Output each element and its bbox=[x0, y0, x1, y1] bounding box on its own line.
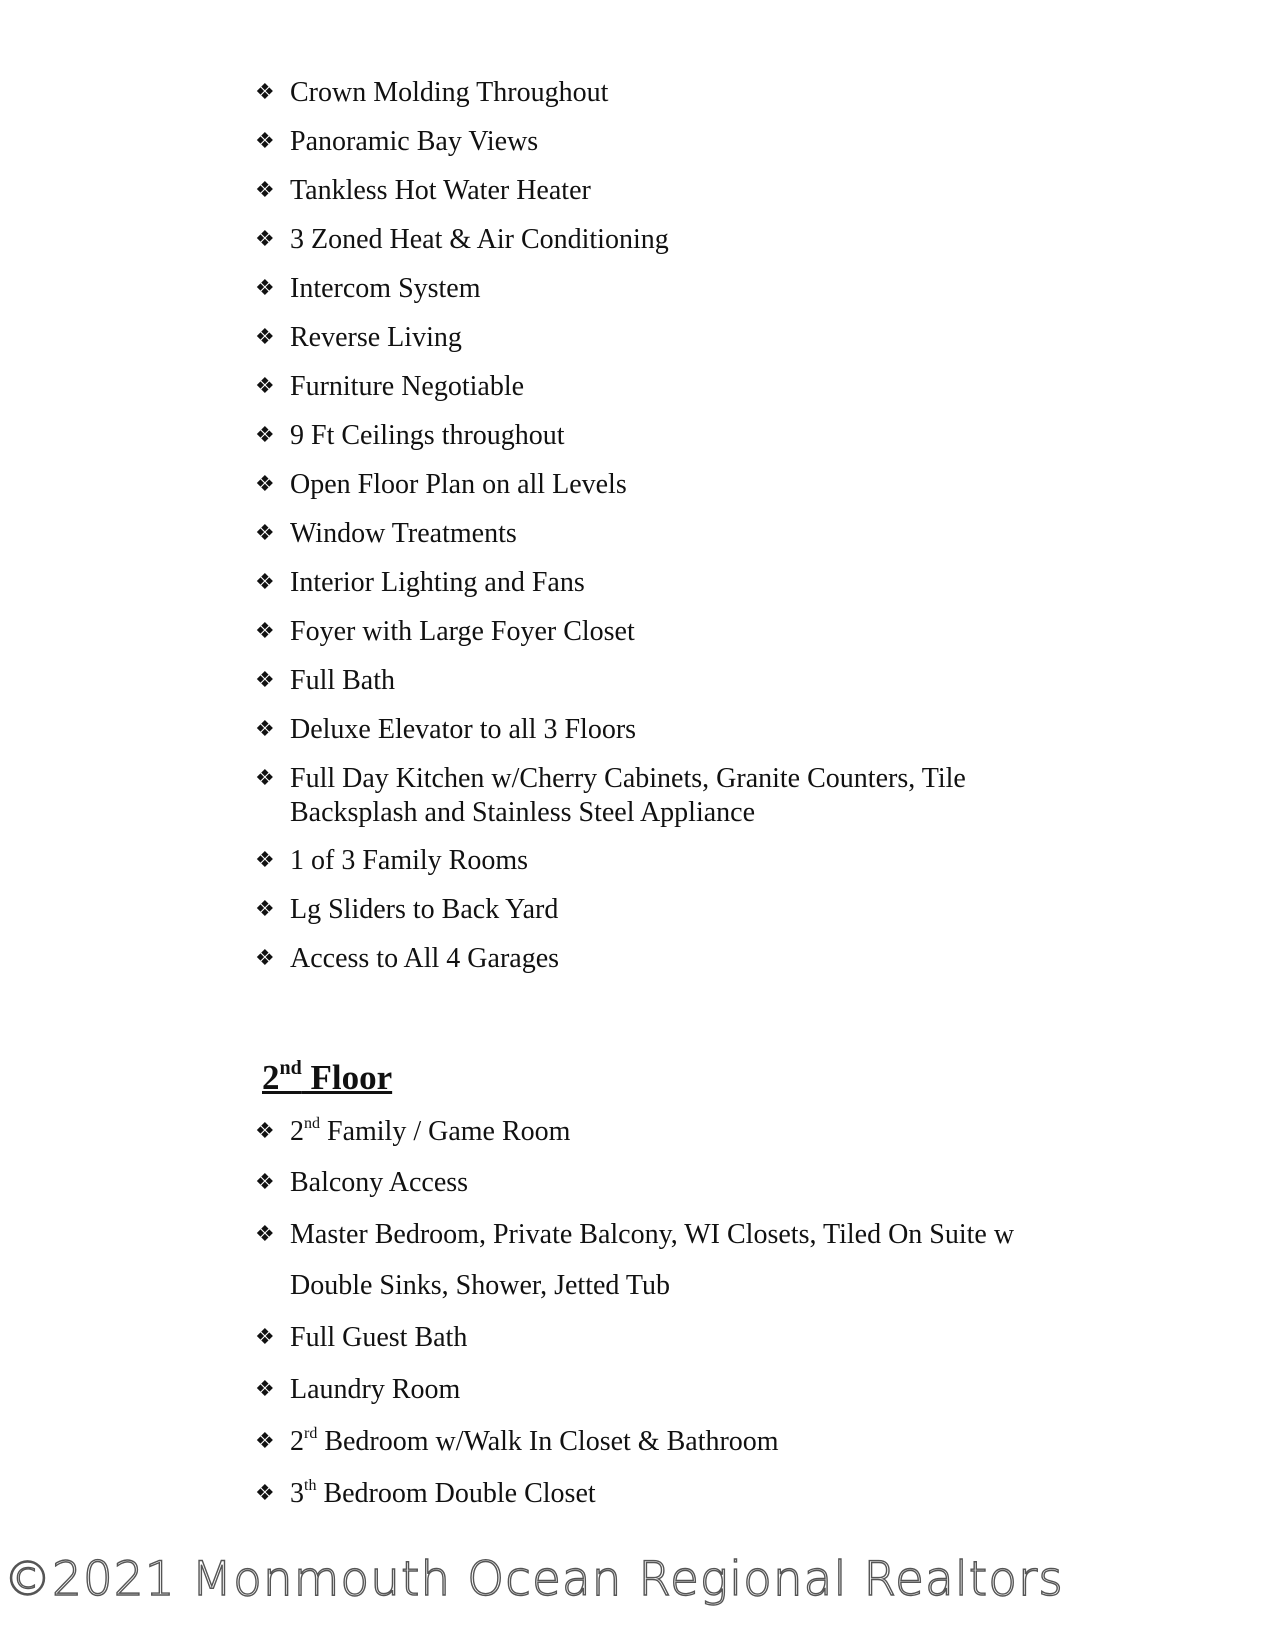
diamond-bullet-icon: ❖ bbox=[255, 619, 275, 644]
list-item-text bbox=[290, 1425, 779, 1459]
section-heading-2nd-floor bbox=[262, 1058, 392, 1098]
list-item-text: Crown Molding Throughout bbox=[290, 77, 609, 108]
ordinal-suffix: rd bbox=[304, 1425, 318, 1442]
diamond-bullet-icon: ❖ bbox=[255, 129, 275, 154]
diamond-bullet-icon: ❖ bbox=[255, 1377, 275, 1402]
diamond-bullet-icon: ❖ bbox=[255, 423, 275, 448]
list-item-text: 1 of 3 Family Rooms bbox=[290, 845, 529, 876]
ordinal-suffix: th bbox=[304, 1477, 317, 1494]
heading-text: Floor bbox=[301, 1058, 393, 1097]
diamond-bullet-icon: ❖ bbox=[255, 1119, 275, 1144]
diamond-bullet-icon: ❖ bbox=[255, 80, 275, 105]
list-item-text: Open Floor Plan on all Levels bbox=[290, 469, 627, 500]
diamond-bullet-icon: ❖ bbox=[255, 1481, 275, 1506]
list-item-line: Full Day Kitchen w/Cherry Cabinets, Granite Counters, Tile bbox=[290, 763, 966, 794]
list-item-text: 9 Ft Ceilings throughout bbox=[290, 420, 565, 451]
list-item-text: Furniture Negotiable bbox=[290, 371, 525, 402]
diamond-bullet-icon: ❖ bbox=[255, 1170, 275, 1195]
list-item-text: 3 Zoned Heat & Air Conditioning bbox=[290, 224, 669, 255]
list-item-line: Double Sinks, Shower, Jetted Tub bbox=[290, 1270, 671, 1301]
list-item-text bbox=[290, 1477, 596, 1511]
ordinal-number: 3 bbox=[290, 1478, 304, 1509]
list-item-line: Master Bedroom, Private Balcony, WI Closets, Tiled On Suite w bbox=[290, 1219, 1015, 1250]
ordinal-suffix: nd bbox=[304, 1115, 320, 1132]
list-item-text: Tankless Hot Water Heater bbox=[290, 175, 591, 206]
list-item-text: Balcony Access bbox=[290, 1167, 469, 1198]
list-item-text: Reverse Living bbox=[290, 322, 462, 353]
list-item-text: Deluxe Elevator to all 3 Floors bbox=[290, 714, 637, 745]
list-item-text: Access to All 4 Garages bbox=[290, 943, 560, 974]
diamond-bullet-icon: ❖ bbox=[255, 472, 275, 497]
heading-number: 2 bbox=[262, 1058, 280, 1097]
list-item-text: Window Treatments bbox=[290, 518, 517, 549]
list-item-text: Full Guest Bath bbox=[290, 1322, 468, 1353]
diamond-bullet-icon: ❖ bbox=[255, 227, 275, 252]
list-item-rest: Bedroom Double Closet bbox=[316, 1478, 596, 1509]
diamond-bullet-icon: ❖ bbox=[255, 570, 275, 595]
diamond-bullet-icon: ❖ bbox=[255, 1429, 275, 1454]
list-item-text: Lg Sliders to Back Yard bbox=[290, 894, 559, 925]
list-item-text bbox=[290, 762, 966, 830]
list-item-rest: Bedroom w/Walk In Closet & Bathroom bbox=[317, 1426, 779, 1457]
heading-ordinal-suffix: nd bbox=[279, 1057, 302, 1079]
list-item-text: Interior Lighting and Fans bbox=[290, 567, 585, 598]
diamond-bullet-icon: ❖ bbox=[255, 374, 275, 399]
diamond-bullet-icon: ❖ bbox=[255, 897, 275, 922]
list-item-text bbox=[290, 1115, 570, 1149]
diamond-bullet-icon: ❖ bbox=[255, 668, 275, 693]
diamond-bullet-icon: ❖ bbox=[255, 946, 275, 971]
diamond-bullet-icon: ❖ bbox=[255, 1222, 275, 1247]
list-item-text bbox=[290, 1218, 1014, 1303]
list-item-text: Laundry Room bbox=[290, 1374, 461, 1405]
diamond-bullet-icon: ❖ bbox=[255, 178, 275, 203]
ordinal-number: 2 bbox=[290, 1426, 304, 1457]
diamond-bullet-icon: ❖ bbox=[255, 276, 275, 301]
list-item-text: Full Bath bbox=[290, 665, 396, 696]
list-item-line: Backsplash and Stainless Steel Appliance bbox=[290, 797, 756, 828]
copyright-watermark: ©2021 Monmouth Ocean Regional Realtors bbox=[4, 1552, 1064, 1607]
diamond-bullet-icon: ❖ bbox=[255, 1325, 275, 1350]
diamond-bullet-icon: ❖ bbox=[255, 521, 275, 546]
list-item-rest: Family / Game Room bbox=[320, 1116, 571, 1147]
diamond-bullet-icon: ❖ bbox=[255, 325, 275, 350]
list-item-text: Foyer with Large Foyer Closet bbox=[290, 616, 635, 647]
diamond-bullet-icon: ❖ bbox=[255, 848, 275, 873]
list-item-text: Intercom System bbox=[290, 273, 481, 304]
diamond-bullet-icon: ❖ bbox=[255, 766, 275, 791]
diamond-bullet-icon: ❖ bbox=[255, 717, 275, 742]
list-item-text: Panoramic Bay Views bbox=[290, 126, 539, 157]
ordinal-number: 2 bbox=[290, 1116, 304, 1147]
